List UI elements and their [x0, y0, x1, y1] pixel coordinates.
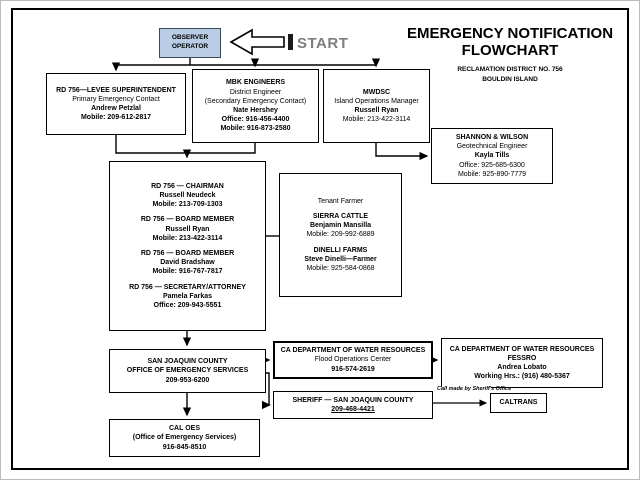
board-member-1-title: RD 756 — BOARD MEMBER: [140, 216, 235, 224]
page-title-line1: EMERGENCY NOTIFICATION: [406, 25, 614, 42]
cal-oes-title: CAL OES: [169, 425, 200, 433]
sierra-cattle-title: SIERRA CATTLE: [312, 212, 369, 220]
sheriff-title: SHERIFF — SAN JOAQUIN COUNTY: [292, 396, 414, 404]
dwr-fessro-unit: FESSRO: [507, 354, 537, 362]
caltrans-label: CALTRANS: [499, 399, 538, 407]
cal-oes-box: [109, 419, 260, 457]
mwdsc-role: Island Operations Manager: [334, 97, 419, 105]
shannon-title: SHANNON & WILSON: [455, 133, 529, 141]
board-member-1-phone: Mobile: 213-422-3114: [152, 234, 223, 242]
cal-oes-phone: 916-845-8510: [162, 443, 207, 451]
mbk-title: MBK ENGINEERS: [225, 79, 286, 87]
secretary-phone: Office: 209-943-5551: [153, 302, 222, 310]
caltrans-note: Call made by Sheriff's Office: [437, 386, 512, 392]
start-arrow-icon: [231, 30, 293, 54]
tenant-dinelli-farms: [304, 246, 376, 274]
levee-title: RD 756—LEVEE SUPERINTENDENT: [56, 86, 176, 94]
levee-phone: Mobile: 209-612-2817: [80, 114, 152, 122]
shannon-office-phone: Office: 925-685-6300: [459, 161, 525, 169]
mwdsc-name: Russell Ryan: [354, 107, 399, 114]
page-subtitle-island: BOULDIN ISLAND: [482, 75, 538, 83]
board-member-1: [141, 215, 234, 243]
mbk-engineers-box: [192, 69, 319, 143]
dwr-fessro-hours: Working Hrs.: (916) 480-5367: [474, 373, 570, 381]
dinelli-farms-phone: Mobile: 925-584-0868: [306, 265, 375, 273]
secretary-title: RD 756 — SECRETARY/ATTORNEY: [129, 283, 246, 291]
sheriff-box: [273, 391, 433, 419]
dwr-flood-operations-box: [273, 341, 433, 379]
dwr-floc-phone: 916-574-2619: [331, 365, 375, 373]
dinelli-farms-title: DINELLI FARMS: [313, 246, 368, 254]
sj-oes-phone: 209-953-6200: [165, 376, 210, 384]
observer-line2: OPERATOR: [171, 43, 209, 50]
shannon-name: Kayla Tills: [474, 152, 510, 160]
dwr-fessro-box: [441, 338, 603, 388]
shannon-mobile-phone: Mobile: 925-890-7779: [457, 170, 527, 178]
board-member-2: [141, 249, 234, 277]
tenant-header: Tenant Farmer: [317, 197, 364, 205]
levee-role: Primary Emergency Contact: [72, 95, 160, 103]
chairman-phone: Mobile: 213-709-1303: [152, 201, 223, 209]
observer-operator-box: [159, 28, 221, 58]
mbk-contact-type: (Secondary Emergency Contact): [204, 97, 307, 105]
observer-line1: OBSERVER: [171, 34, 209, 42]
board-member-2-phone: Mobile: 916-767-7817: [152, 268, 223, 276]
chart-title-block: [396, 25, 624, 84]
dwr-floc-center: Flood Operations Center: [314, 356, 392, 364]
mbk-name: Nate Hershey: [233, 107, 278, 114]
rd756-board-box: [109, 161, 266, 331]
start-label: START: [297, 35, 349, 52]
san-joaquin-oes-box: [109, 349, 266, 393]
mbk-role: District Engineer: [229, 88, 282, 96]
mwdsc-phone: Mobile: 213-422-3114: [342, 116, 411, 124]
shannon-role: Geotechnical Engineer: [456, 143, 528, 151]
mwdsc-box: [323, 69, 430, 143]
levee-superintendent-box: [46, 73, 186, 135]
tenant-sierra-cattle: [306, 212, 374, 240]
mwdsc-title: MWDSC: [362, 88, 391, 96]
chairman-title: RD 756 — CHAIRMAN: [151, 182, 224, 190]
dwr-floc-title: CA DEPARTMENT OF WATER RESOURCES: [280, 347, 426, 355]
chairman-name: Russell Neudeck: [159, 191, 216, 199]
page-subtitle-district: RECLAMATION DISTRICT NO. 756: [457, 65, 563, 73]
shannon-wilson-box: [431, 128, 553, 184]
secretary-name: Pamela Farkas: [162, 292, 213, 300]
sheriff-phone: 209-468-4421: [331, 406, 375, 413]
tenant-farmer-box: [279, 173, 402, 297]
sj-oes-office: OFFICE OF EMERGENCY SERVICES: [126, 367, 249, 375]
dwr-fessro-title: CA DEPARTMENT OF WATER RESOURCES: [449, 345, 595, 353]
caltrans-box: [490, 393, 547, 413]
cal-oes-office: (Office of Emergency Services): [132, 434, 237, 442]
board-member-2-title: RD 756 — BOARD MEMBER: [140, 250, 235, 257]
sj-oes-county: SAN JOAQUIN COUNTY: [147, 358, 228, 366]
levee-name: Andrew Petzlal: [91, 105, 141, 112]
mbk-mobile-phone: Mobile: 916-873-2580: [220, 125, 291, 133]
sierra-cattle-phone: Mobile: 209-992-6889: [306, 231, 375, 239]
dinelli-farms-name: Steve Dinelli—Farmer: [304, 255, 377, 263]
board-member-2-name: David Bradshaw: [160, 259, 215, 267]
board-member-1-name: Russell Ryan: [165, 225, 210, 233]
board-chairman: [151, 182, 224, 210]
board-secretary: [129, 283, 246, 311]
mbk-office-phone: Office: 916-456-4400: [221, 116, 290, 124]
sierra-cattle-name: Benjamin Mansilla: [309, 222, 372, 230]
page-title-line2: FLOWCHART: [461, 42, 559, 60]
dwr-fessro-name: Andrea Lobato: [497, 364, 547, 371]
